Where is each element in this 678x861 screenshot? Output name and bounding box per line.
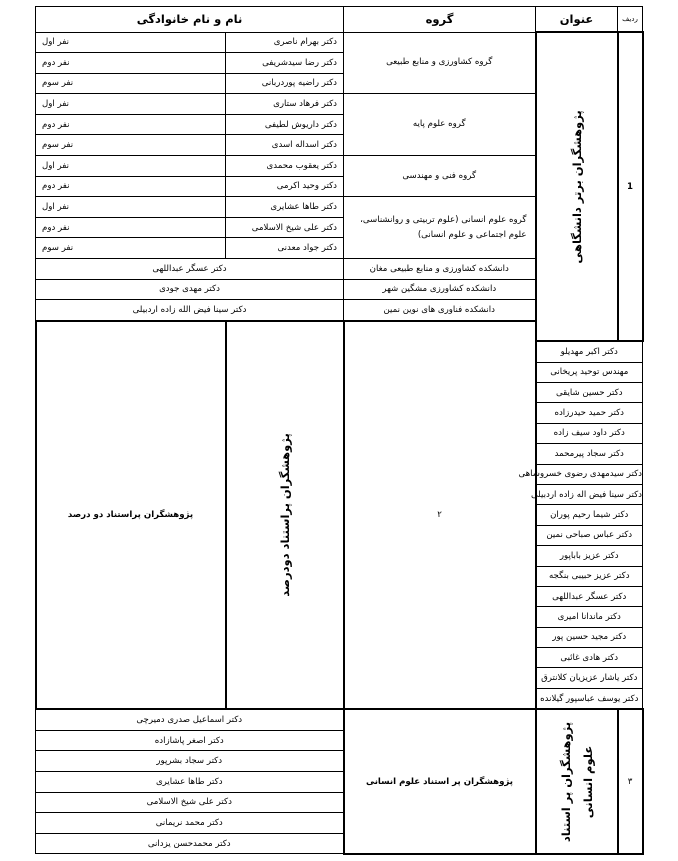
member-rank: نفر اول [36, 32, 226, 53]
group-label: گروه فنی و مهندسی [344, 156, 536, 197]
researcher-name: دکتر محمدحسن یزدانی [36, 833, 344, 854]
researcher-name: دکتر عزیز حبیبی بنگجه [536, 566, 643, 586]
member-name: دکتر راضیه پوردربانی [226, 73, 344, 94]
researcher-name: دکتر اسماعیل صدری دمیرچی [36, 709, 344, 730]
group-label: گروه علوم پایه [344, 94, 536, 156]
member-rank: نفر سوم [36, 73, 226, 94]
radif-2: ۲ [344, 321, 536, 709]
table-header-row [36, 7, 643, 33]
researcher-name: دکتر عباس صباحی نمین [536, 525, 643, 545]
unit-label: دانشکده فناوری های نوین نمین [344, 300, 536, 321]
radif-1: 1 [618, 32, 643, 341]
unit-label: دانشکده کشاورزی و منابع طبیعی مغان [344, 259, 536, 280]
unit-label: دانشکده کشاورزی مشگین شهر [344, 279, 536, 300]
researcher-name: دکتر عسگر عبداللهی [536, 586, 643, 606]
member-name: دکتر علی شیخ الاسلامی [226, 217, 344, 238]
header-name: نام و نام خانوادگی [36, 7, 344, 33]
member-name: دکتر داریوش لطیفی [226, 114, 344, 135]
section3-title-line1: پژوهشگران پر استناد [558, 721, 573, 842]
researcher-name: دکتر سینا فیض اله زاده اردبیلی [536, 484, 643, 504]
researcher-name: مهندس توحید پریخانی [536, 362, 643, 382]
member-rank: نفر اول [36, 94, 226, 115]
researcher-name: دکتر هادی غائبی [536, 648, 643, 668]
member-rank: نفر دوم [36, 176, 226, 197]
member-name: دکتر یعقوب محمدی [226, 156, 344, 177]
researcher-name: دکتر علی شیخ الاسلامی [36, 792, 344, 813]
group-label: گروه علوم انسانی (علوم تربیتی و روانشناسی، علوم اجتماعی و علوم انسانی) [344, 197, 536, 259]
member-rank: نفر اول [36, 197, 226, 218]
unit-person: دکتر مهدی جودی [36, 279, 344, 300]
section2-group: پژوهشگران پراستناد دو درصد [36, 321, 226, 709]
member-name: دکتر فرهاد ستاری [226, 94, 344, 115]
researchers-table [35, 6, 644, 855]
member-name: دکتر بهرام ناصری [226, 32, 344, 53]
researcher-name: دکتر عزیز باباپور [536, 546, 643, 566]
member-name: دکتر رضا سیدشریفی [226, 53, 344, 74]
section3-title-line2: علوم انسانی [580, 745, 595, 818]
section3-group: پژوهشگران پر استناد علوم انسانی [344, 709, 536, 854]
member-name: دکتر طاها عشایری [226, 197, 344, 218]
member-rank: نفر سوم [36, 238, 226, 259]
member-rank: نفر دوم [36, 53, 226, 74]
member-name: دکتر وحید اکرمی [226, 176, 344, 197]
researcher-name: دکتر اکبر مهدیلو [536, 341, 643, 362]
member-rank: نفر دوم [36, 217, 226, 238]
researcher-name: دکتر یوسف عباسپور گیلانده [536, 688, 643, 709]
unit-person: دکتر سینا فیض الله زاده اردبیلی [36, 300, 344, 321]
researcher-name: دکتر شیما رحیم پوران [536, 505, 643, 525]
researcher-name: دکتر طاها عشایری [36, 772, 344, 793]
header-radif: ردیف [618, 7, 643, 33]
header-group: گروه [344, 7, 536, 33]
researcher-name: دکتر حسین شایقی [536, 382, 643, 402]
table-row [36, 32, 643, 53]
researcher-name: دکتر ماندانا امیری [536, 607, 643, 627]
radif-3: ۳ [618, 709, 643, 854]
researcher-name: دکتر اصغر پاشازاده [36, 730, 344, 751]
unit-person: دکتر عسگر عبداللهی [36, 259, 344, 280]
researcher-name: دکتر سجاد پیرمحمد [536, 444, 643, 464]
member-rank: نفر دوم [36, 114, 226, 135]
table-row [36, 709, 643, 730]
header-title: عنوان [536, 7, 618, 33]
researcher-name: دکتر حمید حیدرزاده [536, 403, 643, 423]
researcher-name: دکتر مجید حسین پور [536, 627, 643, 647]
section2-title-cell [226, 321, 344, 709]
researcher-name: دکتر محمد نریمانی [36, 813, 344, 834]
section3-title [555, 721, 599, 841]
group-label: گروه کشاورزی و منابع طبیعی [344, 32, 536, 94]
section3-title-cell [536, 709, 618, 854]
member-name: دکتر جواد معدنی [226, 238, 344, 259]
member-name: دکتر اسداله اسدی [226, 135, 344, 156]
section1-title: پژوهشگران برتر دانشگاهی [569, 109, 584, 264]
researcher-name: دکتر سجاد بشرپور [36, 751, 344, 772]
member-rank: نفر اول [36, 156, 226, 177]
researcher-name: دکتر سیدمهدی رضوی خسروشاهی [536, 464, 643, 484]
section1-title-cell [536, 32, 618, 341]
researcher-name: دکتر داود سیف زاده [536, 423, 643, 443]
member-rank: نفر سوم [36, 135, 226, 156]
researcher-name: دکتر یاشار عزیزیان کلانترق [536, 668, 643, 688]
section2-title: پژوهشگران پراستناد دودرصد [277, 433, 292, 597]
